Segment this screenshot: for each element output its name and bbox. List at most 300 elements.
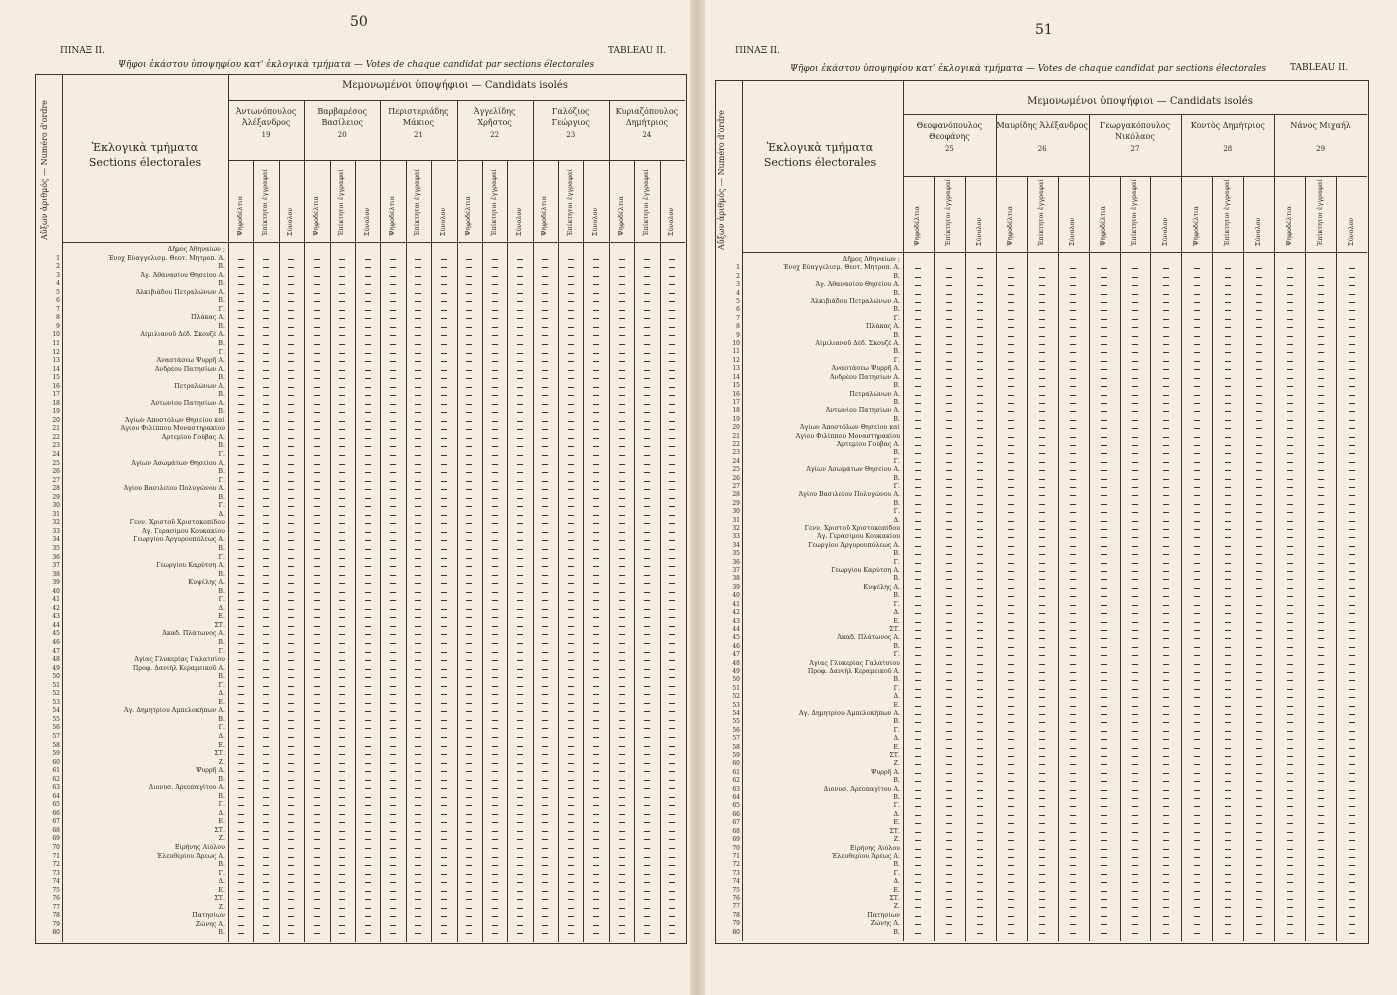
empty-cell-dash <box>1008 638 1014 639</box>
empty-cell-dash <box>1256 571 1262 572</box>
empty-cell-dash <box>977 479 983 480</box>
empty-cell-dash <box>492 626 498 627</box>
empty-cell-dash <box>1194 537 1200 538</box>
empty-cell-dash <box>466 788 472 789</box>
empty-cell-dash <box>1008 924 1014 925</box>
empty-cell-dash <box>1070 386 1076 387</box>
empty-cell-dash <box>1070 613 1076 614</box>
empty-cell-dash <box>619 891 625 892</box>
row-number: 19 <box>732 415 740 423</box>
empty-cell-dash <box>593 421 599 422</box>
empty-cell-dash <box>644 805 650 806</box>
empty-cell-dash <box>441 865 447 866</box>
empty-cell-dash <box>669 515 675 516</box>
empty-cell-dash <box>568 703 574 704</box>
order-number-header: Αὔξων ἀριθμός — Numéro d'ordre <box>40 100 49 240</box>
empty-cell-dash <box>1256 764 1262 765</box>
empty-cell-dash <box>492 805 498 806</box>
empty-cell-dash <box>946 638 952 639</box>
empty-cell-dash <box>915 849 921 850</box>
empty-cell-dash <box>1039 907 1045 908</box>
empty-cell-dash <box>568 515 574 516</box>
empty-cell-dash <box>1349 386 1355 387</box>
empty-cell-dash <box>263 370 269 371</box>
empty-cell-dash <box>415 532 421 533</box>
empty-cell-dash <box>1039 689 1045 690</box>
empty-cell-dash <box>1163 899 1169 900</box>
empty-cell-dash <box>390 592 396 593</box>
empty-cell-dash <box>339 643 345 644</box>
row-number: 60 <box>52 758 60 766</box>
empty-cell-dash <box>263 301 269 302</box>
empty-cell-dash <box>390 874 396 875</box>
empty-cell-dash <box>542 882 548 883</box>
empty-cell-dash <box>669 737 675 738</box>
section-name: Β. <box>893 550 900 558</box>
candidate-name: Θεοφανόπουλος Θεοφάνης <box>916 121 983 141</box>
empty-cell-dash <box>568 335 574 336</box>
empty-cell-dash <box>238 293 244 294</box>
empty-cell-dash <box>593 797 599 798</box>
empty-cell-dash <box>1132 487 1138 488</box>
empty-cell-dash <box>466 805 472 806</box>
empty-cell-dash <box>568 421 574 422</box>
section-name: Γ. <box>893 508 900 516</box>
empty-cell-dash <box>1101 865 1107 866</box>
empty-cell-dash <box>1225 655 1231 656</box>
empty-cell-dash <box>1349 655 1355 656</box>
row-number: 61 <box>52 767 60 775</box>
empty-cell-dash <box>1132 352 1138 353</box>
empty-cell-dash <box>542 378 548 379</box>
empty-cell-dash <box>1349 310 1355 311</box>
empty-cell-dash <box>390 831 396 832</box>
empty-cell-dash <box>1318 756 1324 757</box>
empty-cell-dash <box>593 908 599 909</box>
empty-cell-dash <box>1132 806 1138 807</box>
empty-cell-dash <box>1318 554 1324 555</box>
empty-cell-dash <box>1256 319 1262 320</box>
empty-cell-dash <box>568 805 574 806</box>
empty-cell-dash <box>314 438 320 439</box>
subcolumn-divider <box>1305 176 1306 941</box>
empty-cell-dash <box>1225 899 1231 900</box>
empty-cell-dash <box>568 600 574 601</box>
empty-cell-dash <box>263 754 269 755</box>
empty-cell-dash <box>1132 840 1138 841</box>
empty-cell-dash <box>492 301 498 302</box>
empty-cell-dash <box>415 575 421 576</box>
empty-cell-dash <box>1318 495 1324 496</box>
empty-cell-dash <box>977 714 983 715</box>
empty-cell-dash <box>1318 647 1324 648</box>
candidate-number: 24 <box>642 131 652 139</box>
section-name: Πλάκας Α. <box>191 314 225 322</box>
empty-cell-dash <box>1132 268 1138 269</box>
empty-cell-dash <box>1225 680 1231 681</box>
subcolumn-divider <box>431 160 432 942</box>
empty-cell-dash <box>1318 714 1324 715</box>
empty-cell-dash <box>288 455 294 456</box>
empty-cell-dash <box>339 361 345 362</box>
empty-cell-dash <box>288 575 294 576</box>
empty-cell-dash <box>1132 907 1138 908</box>
empty-cell-dash <box>1070 933 1076 934</box>
empty-cell-dash <box>415 412 421 413</box>
empty-cell-dash <box>339 831 345 832</box>
empty-cell-dash <box>1039 731 1045 732</box>
empty-cell-dash <box>593 737 599 738</box>
empty-cell-dash <box>466 703 472 704</box>
empty-cell-dash <box>365 387 371 388</box>
empty-cell-dash <box>946 352 952 353</box>
empty-cell-dash <box>1008 579 1014 580</box>
empty-cell-dash <box>1194 933 1200 934</box>
empty-cell-dash <box>977 294 983 295</box>
empty-cell-dash <box>568 267 574 268</box>
subheader-rule <box>380 160 456 161</box>
subheader-rule <box>228 160 304 161</box>
empty-cell-dash <box>415 805 421 806</box>
empty-cell-dash <box>1039 697 1045 698</box>
row-number: 37 <box>732 567 740 575</box>
section-name: Δ. <box>218 878 225 886</box>
empty-cell-dash <box>492 763 498 764</box>
empty-cell-dash <box>390 412 396 413</box>
empty-cell-dash <box>568 370 574 371</box>
empty-cell-dash <box>263 421 269 422</box>
empty-cell-dash <box>314 720 320 721</box>
empty-cell-dash <box>1132 563 1138 564</box>
empty-cell-dash <box>1318 722 1324 723</box>
empty-cell-dash <box>568 523 574 524</box>
empty-cell-dash <box>1070 689 1076 690</box>
empty-cell-dash <box>669 754 675 755</box>
row-number: 27 <box>732 483 740 490</box>
empty-cell-dash <box>669 617 675 618</box>
empty-cell-dash <box>1008 344 1014 345</box>
empty-cell-dash <box>1287 647 1293 648</box>
empty-cell-dash <box>915 596 921 597</box>
empty-cell-dash <box>1287 319 1293 320</box>
empty-cell-dash <box>314 788 320 789</box>
empty-cell-dash <box>1039 764 1045 765</box>
empty-cell-dash <box>517 515 523 516</box>
empty-cell-dash <box>1163 882 1169 883</box>
empty-cell-dash <box>466 925 472 926</box>
empty-cell-dash <box>946 327 952 328</box>
empty-cell-dash <box>977 773 983 774</box>
subheader-rule <box>1274 176 1367 177</box>
empty-cell-dash <box>1225 815 1231 816</box>
empty-cell-dash <box>492 438 498 439</box>
empty-cell-dash <box>619 797 625 798</box>
row-number: 2 <box>736 272 740 280</box>
empty-cell-dash <box>492 318 498 319</box>
empty-cell-dash <box>1070 504 1076 505</box>
empty-cell-dash <box>1256 933 1262 934</box>
empty-cell-dash <box>644 882 650 883</box>
empty-cell-dash <box>1163 933 1169 934</box>
empty-cell-dash <box>1039 664 1045 665</box>
row-number: 10 <box>732 340 740 348</box>
section-name: Δ. <box>893 693 900 701</box>
empty-cell-dash <box>466 310 472 311</box>
empty-cell-dash <box>1101 504 1107 505</box>
empty-cell-dash <box>1101 891 1107 892</box>
empty-cell-dash <box>593 592 599 593</box>
empty-cell-dash <box>542 455 548 456</box>
empty-cell-dash <box>669 600 675 601</box>
empty-cell-dash <box>1194 605 1200 606</box>
empty-cell-dash <box>619 353 625 354</box>
empty-cell-dash <box>568 293 574 294</box>
empty-cell-dash <box>1070 310 1076 311</box>
empty-cell-dash <box>619 532 625 533</box>
empty-cell-dash <box>946 571 952 572</box>
empty-cell-dash <box>492 412 498 413</box>
empty-cell-dash <box>1225 865 1231 866</box>
empty-cell-dash <box>466 891 472 892</box>
empty-cell-dash <box>441 908 447 909</box>
section-name: Ἀντωνίου Πατησίων Α. <box>150 399 225 407</box>
empty-cell-dash <box>568 549 574 550</box>
empty-cell-dash <box>1194 336 1200 337</box>
empty-cell-dash <box>1349 420 1355 421</box>
row-number: 50 <box>732 676 740 684</box>
empty-cell-dash <box>1101 268 1107 269</box>
empty-cell-dash <box>593 455 599 456</box>
empty-cell-dash <box>669 677 675 678</box>
empty-cell-dash <box>1225 462 1231 463</box>
empty-cell-dash <box>1039 823 1045 824</box>
empty-cell-dash <box>593 429 599 430</box>
empty-cell-dash <box>263 669 269 670</box>
empty-cell-dash <box>492 728 498 729</box>
empty-cell-dash <box>644 532 650 533</box>
empty-cell-dash <box>314 259 320 260</box>
row-number: 43 <box>732 617 740 625</box>
empty-cell-dash <box>1132 529 1138 530</box>
empty-cell-dash <box>568 652 574 653</box>
empty-cell-dash <box>1349 277 1355 278</box>
row-number: 55 <box>52 715 60 723</box>
section-name: Γ. <box>218 596 225 604</box>
empty-cell-dash <box>1225 521 1231 522</box>
empty-cell-dash <box>1225 529 1231 530</box>
empty-cell-dash <box>1349 781 1355 782</box>
empty-cell-dash <box>1163 521 1169 522</box>
empty-cell-dash <box>619 899 625 900</box>
empty-cell-dash <box>288 839 294 840</box>
empty-cell-dash <box>466 643 472 644</box>
empty-cell-dash <box>1101 579 1107 580</box>
empty-cell-dash <box>1163 672 1169 673</box>
subcolumn-header: Ἐπίκτητοι ἐγγραφαί <box>1037 179 1046 246</box>
row-number: 56 <box>52 724 60 732</box>
empty-cell-dash <box>644 728 650 729</box>
empty-cell-dash <box>1132 302 1138 303</box>
empty-cell-dash <box>415 643 421 644</box>
empty-cell-dash <box>568 310 574 311</box>
empty-cell-dash <box>1225 504 1231 505</box>
empty-cell-dash <box>644 378 650 379</box>
empty-cell-dash <box>339 318 345 319</box>
empty-cell-dash <box>593 746 599 747</box>
empty-cell-dash <box>339 763 345 764</box>
empty-cell-dash <box>619 592 625 593</box>
empty-cell-dash <box>619 874 625 875</box>
empty-cell-dash <box>415 335 421 336</box>
empty-cell-dash <box>1163 445 1169 446</box>
empty-cell-dash <box>1349 857 1355 858</box>
section-name: Αἰμιλιανοῦ Δέδ. Σκουζέ Α. <box>815 340 900 348</box>
empty-cell-dash <box>263 489 269 490</box>
empty-cell-dash <box>415 634 421 635</box>
empty-cell-dash <box>492 515 498 516</box>
empty-cell-dash <box>1132 537 1138 538</box>
empty-cell-dash <box>1349 832 1355 833</box>
empty-cell-dash <box>365 609 371 610</box>
empty-cell-dash <box>1256 756 1262 757</box>
row-number: 23 <box>52 442 60 450</box>
empty-cell-dash <box>390 728 396 729</box>
empty-cell-dash <box>1163 504 1169 505</box>
empty-cell-dash <box>390 472 396 473</box>
empty-cell-dash <box>441 318 447 319</box>
candidate-name: Μαυρίδης Ἀλέξανδρος <box>996 121 1088 130</box>
section-name: Β. <box>893 777 900 785</box>
empty-cell-dash <box>1256 874 1262 875</box>
empty-cell-dash <box>946 336 952 337</box>
empty-cell-dash <box>619 609 625 610</box>
empty-cell-dash <box>619 703 625 704</box>
empty-cell-dash <box>1008 445 1014 446</box>
empty-cell-dash <box>492 370 498 371</box>
empty-cell-dash <box>238 686 244 687</box>
empty-cell-dash <box>441 472 447 473</box>
empty-cell-dash <box>1194 613 1200 614</box>
sections-header-gr: Ἐκλογικὰ τμήματα <box>766 141 874 154</box>
empty-cell-dash <box>619 378 625 379</box>
empty-cell-dash <box>1132 453 1138 454</box>
empty-cell-dash <box>1101 479 1107 480</box>
empty-cell-dash <box>415 652 421 653</box>
empty-cell-dash <box>517 908 523 909</box>
row-number: 24 <box>732 457 740 465</box>
empty-cell-dash <box>915 933 921 934</box>
empty-cell-dash <box>1039 378 1045 379</box>
empty-cell-dash <box>619 558 625 559</box>
row-number: 54 <box>732 710 740 717</box>
empty-cell-dash <box>1070 344 1076 345</box>
empty-cell-dash <box>946 823 952 824</box>
empty-cell-dash <box>977 933 983 934</box>
empty-cell-dash <box>1194 344 1200 345</box>
empty-cell-dash <box>441 446 447 447</box>
empty-cell-dash <box>1349 815 1355 816</box>
empty-cell-dash <box>1225 294 1231 295</box>
empty-cell-dash <box>593 882 599 883</box>
empty-cell-dash <box>1349 588 1355 589</box>
empty-cell-dash <box>517 267 523 268</box>
empty-cell-dash <box>1194 706 1200 707</box>
empty-cell-dash <box>1101 907 1107 908</box>
empty-cell-dash <box>492 259 498 260</box>
empty-cell-dash <box>1349 294 1355 295</box>
empty-cell-dash <box>1039 344 1045 345</box>
section-name: Ε. <box>218 741 225 749</box>
empty-cell-dash <box>441 771 447 772</box>
empty-cell-dash <box>593 344 599 345</box>
empty-cell-dash <box>915 487 921 488</box>
empty-cell-dash <box>339 617 345 618</box>
empty-cell-dash <box>314 387 320 388</box>
empty-cell-dash <box>263 455 269 456</box>
empty-cell-dash <box>1256 386 1262 387</box>
empty-cell-dash <box>1132 697 1138 698</box>
empty-cell-dash <box>644 848 650 849</box>
empty-cell-dash <box>415 446 421 447</box>
empty-cell-dash <box>1132 680 1138 681</box>
empty-cell-dash <box>1039 563 1045 564</box>
empty-cell-dash <box>542 805 548 806</box>
subcolumn-divider <box>406 160 407 942</box>
empty-cell-dash <box>365 899 371 900</box>
empty-cell-dash <box>492 344 498 345</box>
empty-cell-dash <box>441 899 447 900</box>
subcolumn-header: Ἐπίκτητοι ἐγγραφαί <box>1130 179 1138 246</box>
subcolumn-divider <box>1212 176 1213 941</box>
empty-cell-dash <box>314 763 320 764</box>
section-name: Β. <box>218 442 225 450</box>
empty-cell-dash <box>1163 680 1169 681</box>
empty-cell-dash <box>1070 798 1076 799</box>
empty-cell-dash <box>1225 302 1231 303</box>
empty-cell-dash <box>517 933 523 934</box>
empty-cell-dash <box>542 344 548 345</box>
section-name: Πετραλώνων Α. <box>849 390 900 398</box>
empty-cell-dash <box>314 746 320 747</box>
row-number: 67 <box>732 819 740 827</box>
row-number: 11 <box>732 348 740 356</box>
empty-cell-dash <box>1008 361 1014 362</box>
empty-cell-dash <box>1039 706 1045 707</box>
row-number: 65 <box>52 801 60 809</box>
empty-cell-dash <box>517 583 523 584</box>
section-name: Ἁγίας Γλυκερίας Γαλατσίου <box>134 656 225 664</box>
empty-cell-dash <box>339 711 345 712</box>
empty-cell-dash <box>619 318 625 319</box>
empty-cell-dash <box>669 711 675 712</box>
empty-cell-dash <box>1008 613 1014 614</box>
empty-cell-dash <box>1070 327 1076 328</box>
empty-cell-dash <box>977 470 983 471</box>
empty-cell-dash <box>288 438 294 439</box>
row-number: 16 <box>52 382 60 390</box>
empty-cell-dash <box>390 259 396 260</box>
empty-cell-dash <box>568 677 574 678</box>
empty-cell-dash <box>1256 277 1262 278</box>
empty-cell-dash <box>238 506 244 507</box>
empty-cell-dash <box>1163 714 1169 715</box>
empty-cell-dash <box>1008 369 1014 370</box>
section-name: Ζώνης Α. <box>195 920 225 928</box>
empty-cell-dash <box>263 344 269 345</box>
empty-cell-dash <box>314 429 320 430</box>
section-name: Ε. <box>218 886 225 894</box>
section-name: Ἁγίων Ἀποστόλων Θησείου καὶ <box>800 424 900 432</box>
